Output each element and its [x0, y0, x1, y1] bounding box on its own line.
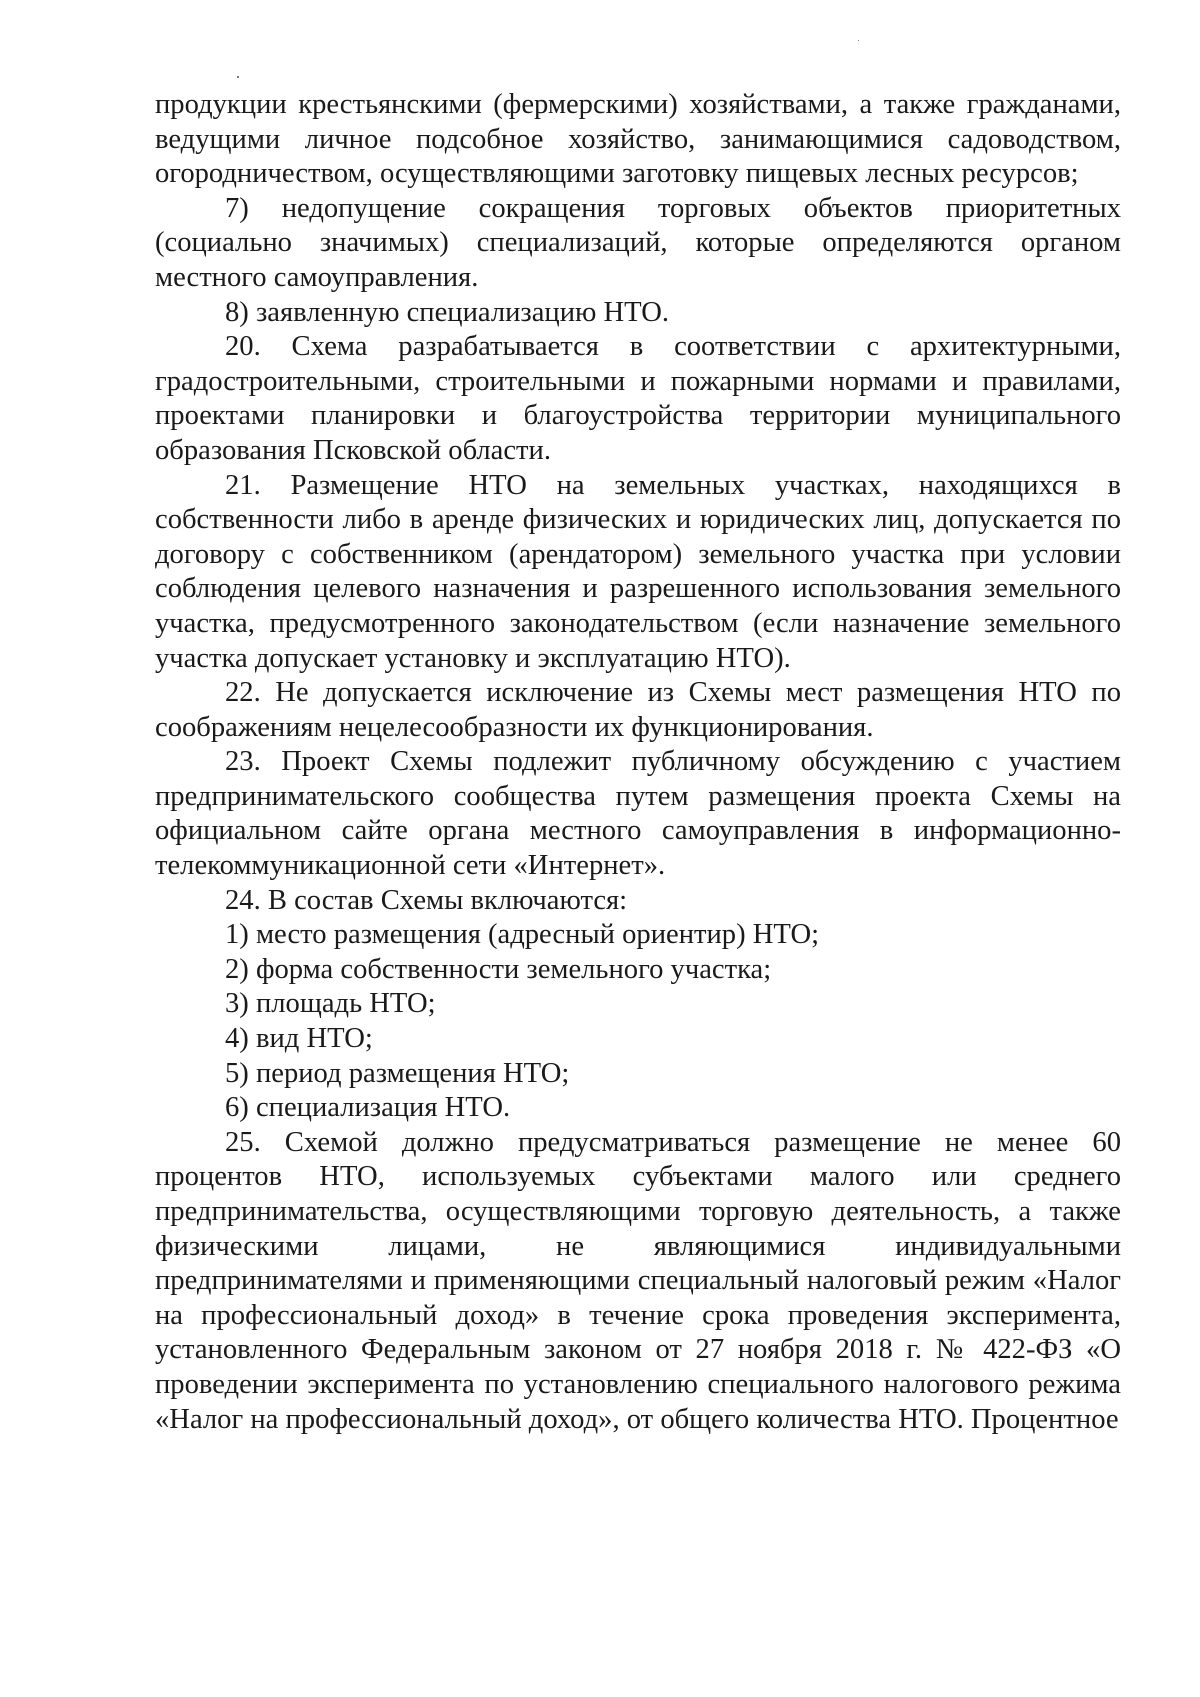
paragraph-25: 25. Схемой должно предусматриваться размещение не менее 60 процентов НТО, используемых субъектами малого или среднего предпринимательства, осуществляющими торговую деятельность, а также физическими лицами, не являющимися индивидуальными предпринимателями и применяющими специальный налоговый режим «Налог на профессиональный доход» в течение срока проведения эксперимента, установленного Федеральным законом от 27 ноября 2018 г. № 422-ФЗ «О проведении эксперимента по установлению специального налогового режима «Налог на профессиональный доход», от общего количества НТО. Процентное	[155, 1126, 1121, 1435]
list-item: 5) период размещения НТО;	[225, 1057, 570, 1089]
paragraph-23: 23. Проект Схемы подлежит публичному обсуждению с участием предпринимательского сообщества путем размещения проекта Схемы на официальном сайте органа местного самоуправления в информационно-телекоммуникационной сети «Интернет».	[155, 746, 1121, 882]
paragraph-continuation: продукции крестьянскими (фермерскими) хозяйствами, а также гражданами, ведущими личное подсобное хозяйство, занимающимися садоводством, огородничеством, осуществляющими заготовку пищевых лесных ресурсов;	[155, 89, 1121, 190]
paragraph-20: 20. Схема разрабатывается в соответствии с архитектурными, градостроительными, строительными и пожарными нормами и правилами, проектами планировки и благоустройства территории муниципального образования Псковской области.	[155, 331, 1121, 466]
document-page	[155, 88, 1121, 1437]
list-item: 6) специализация НТО.	[225, 1092, 511, 1124]
paragraph-item-8: 8) заявленную специализацию НТО.	[225, 296, 670, 328]
paragraph-item-7: 7) недопущение сокращения торговых объектов приоритетных (социально значимых) специализаций, которые определяются органом местного самоуправления.	[155, 192, 1121, 293]
paragraph-22: 22. Не допускается исключение из Схемы мест размещения НТО по соображениям нецелесообразности их функционирования.	[155, 677, 1121, 743]
paragraph-24: 24. В состав Схемы включаются:	[225, 884, 628, 916]
list-item: 3) площадь НТО;	[225, 988, 436, 1020]
list-item: 1) место размещения (адресный ориентир) НТО;	[225, 919, 820, 951]
list-item: 2) форма собственности земельного участка;	[225, 953, 772, 985]
paragraph-21: 21. Размещение НТО на земельных участках, находящихся в собственности либо в аренде физических и юридических лиц, допускается по договору с собственником (арендатором) земельного участка при условии соблюдения целевого назначения и разрешенного использования земельного участка, предусмотренного законодательством (если назначение земельного участка допускает установку и эксплуатацию НТО).	[155, 469, 1121, 674]
list-item: 4) вид НТО;	[225, 1023, 373, 1055]
